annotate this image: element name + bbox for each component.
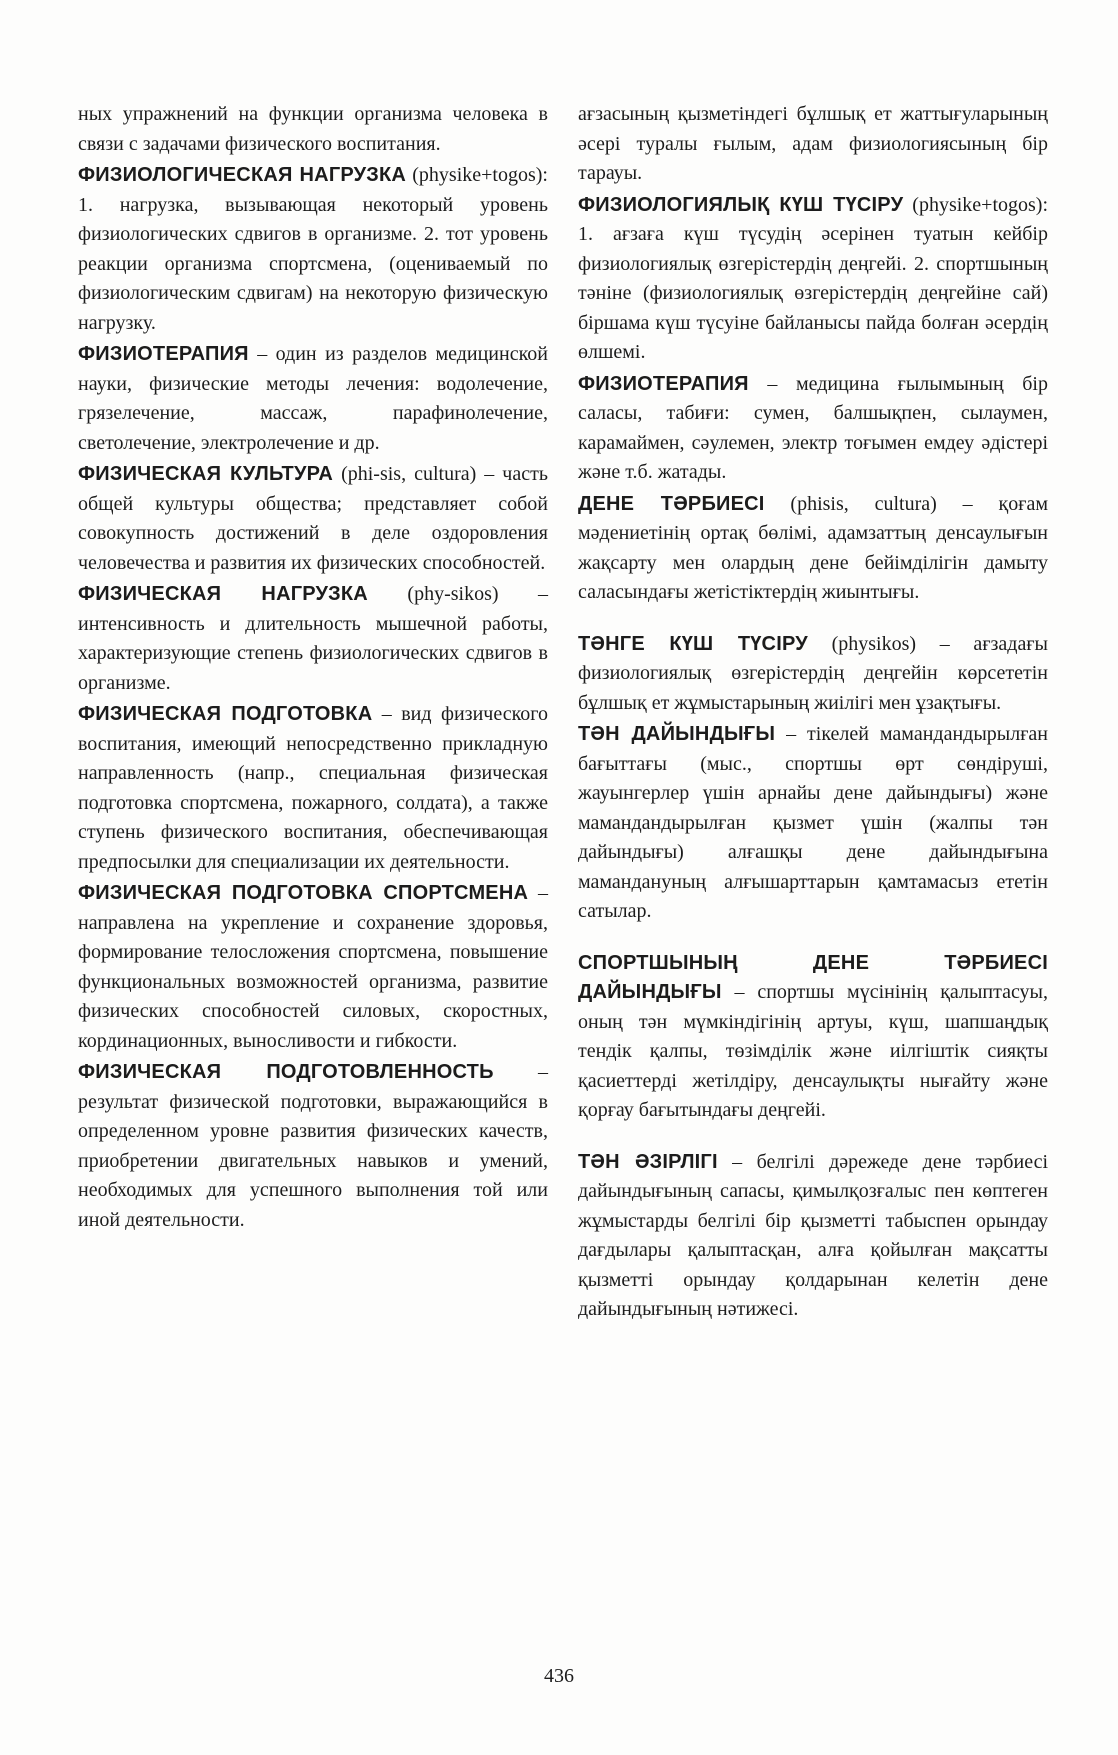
entry-term: ФИЗИЧЕСКАЯ ПОДГОТОВКА bbox=[78, 703, 373, 725]
entry-body: – вид физического воспитания, имеющий непосредственно прикладную направленность (напр., специальная физическая подготовка спортсмена, пожарного, солдата), а также ступень физического воспитания, обеспечивающая предпосылки для специализации их деятельности. bbox=[78, 703, 548, 873]
entry-body: – белгілі дәрежеде дене тәрбиесі дайындығының сапасы, қимылқозғалыс пен көптеген жұмыстарды белгілі бір қызметті табыспен орындау дағдылары қалыптасқан, алға қойылған мақсатты қызметті орындау қолдарынан келетін дене дайындығының нәтижесі. bbox=[578, 1150, 1048, 1320]
entry-body: (physike+togos): 1. нагрузка, вызывающая некоторый уровень физиологических сдвигов в организме. 2. тот уровень реакции организма спортсмена, (оцениваемый по физиологическим сдвигам) на некоторую физическую нагрузку. bbox=[78, 164, 548, 334]
entry-term: ФИЗИОТЕРАПИЯ bbox=[78, 343, 249, 365]
entry-fiziologiyalyk-kush-tusiru bbox=[578, 191, 1048, 368]
entry-term: ФИЗИЧЕСКАЯ НАГРУЗКА bbox=[78, 583, 368, 605]
entry-body: (physike+togos): 1. ағзаға күш түсудің әсерінен туатын кейбір физиологиялық өзгерістердің деңгейі. 2. спортшының тәніне (физиологиялық өзгерістердің деңгейіне сай) біршама күш түсуіне байланысы пайда болған әсердің өлшемі. bbox=[578, 193, 1049, 363]
entry-body: – результат физической подготовки, выражающийся в определенном уровне развития физических качеств, приобретении двигательных навыков и умений, необходимых для успешного выполнения той или иной деятельности. bbox=[78, 1061, 548, 1231]
entry-term: ТӘНГЕ КҮШ ТҮСІРУ bbox=[578, 632, 808, 655]
entry-body: – один из разделов медицинской науки, физические методы лечения: водолечение, грязелечение, массаж, парафинолечение, светолечение, электролечение и др. bbox=[78, 343, 548, 454]
entry-body: – тікелей мамандандырылған бағыттағы (мыс., спортшы өрт сөндіруші, жауынгерлер үшін арнайы дене дайындығы) және мамандандырылған қызмет үшін (жалпы тән дайындығы) алғашқы дене дайындығына мамандануның алғышарттарын қамтамасыз ететін сатылар. bbox=[578, 723, 1048, 922]
entry-body: ных упражнений на функции организма человека в связи с задачами физического воспитания. bbox=[78, 103, 548, 155]
entry-sportshynyn-dene-tarbiesi-dayyndygy bbox=[578, 949, 1048, 1126]
entry-continuation bbox=[578, 100, 1048, 189]
entry-fiziologicheskaya-nagruzka bbox=[78, 161, 548, 338]
entry-term: ФИЗИОЛОГИЧЕСКАЯ НАГРУЗКА bbox=[78, 164, 407, 186]
entry-fizioterapiya-kz bbox=[578, 370, 1048, 488]
entry-tan-azirligi bbox=[578, 1148, 1048, 1325]
entry-term: ТӘН ДАЙЫНДЫҒЫ bbox=[578, 723, 776, 745]
entry-term: ФИЗИЧЕСКАЯ ПОДГОТОВЛЕННОСТЬ bbox=[78, 1061, 494, 1083]
entry-term: ФИЗИЧЕСКАЯ КУЛЬТУРА bbox=[78, 463, 334, 485]
entry-fizicheskaya-podgotovlennost bbox=[78, 1058, 548, 1235]
entry-term: ФИЗИОЛОГИЯЛЫҚ КҮШ ТҮСІРУ bbox=[578, 193, 904, 216]
entry-term: ФИЗИЧЕСКАЯ ПОДГОТОВКА СПОРТСМЕНА bbox=[78, 882, 529, 904]
right-column bbox=[578, 100, 1048, 1327]
entry-tange-kush-tusiru bbox=[578, 630, 1048, 719]
entry-dene-tarbiesi bbox=[578, 490, 1048, 608]
entry-term: СПОРТШЫНЫҢ ДЕНЕ ТӘРБИЕСІ ДАЙЫНДЫҒЫ bbox=[578, 951, 1048, 1003]
entry-body: (phy-sikos) – интенсивность и длительность мышечной работы, характеризующие степень физиологических сдвигов в организме. bbox=[78, 583, 548, 694]
entry-fizicheskaya-podgotovka-sportsmena bbox=[78, 879, 548, 1056]
entry-body: (phisis, cultura) – қоғам мәдениетінің ортақ бөлімі, адамзаттың денсаулығын жақсарту мен олардың дене бейімділігін дамыту саласындағы жетістіктердің жиынтығы. bbox=[578, 492, 1048, 603]
entry-body: (physikos) – ағзадағы физиологиялық өзгерістердің деңгейін көрсететін бұлшық ет жұмыстарының жиілігі мен ұзақтығы. bbox=[578, 632, 1048, 714]
entry-fizicheskaya-nagruzka bbox=[78, 580, 548, 698]
entry-fizioterapiya bbox=[78, 340, 548, 458]
entry-fizicheskaya-podgotovka bbox=[78, 700, 548, 877]
entry-term: ДЕНЕ ТӘРБИЕСІ bbox=[578, 492, 765, 515]
page-number: 436 bbox=[544, 1665, 574, 1687]
entry-body: (phi-sis, cultura) – часть общей культуры общества; представляет собой совокупность достижений в деле оздоровления человечества и развития их физических способностей. bbox=[78, 463, 548, 574]
left-column bbox=[78, 100, 548, 1237]
entry-term: ФИЗИОТЕРАПИЯ bbox=[578, 372, 749, 395]
entry-body: ағзасының қызметіндегі бұлшық ет жаттығуларының әсері туралы ғылым, адам физиологиясының бір тарауы. bbox=[578, 103, 1048, 184]
entry-body: – спортшы мүсінінің қалыптасуы, оның тән мүмкіндігінің артуы, күш, шапшаңдық тендік қалпы, төзімділік және иілгіштік сияқты қасиеттерді жетілдіру, денсаулықты нығайту және қорғау бағытындағы деңгейі. bbox=[578, 981, 1048, 1121]
entry-fizicheskaya-kultura bbox=[78, 460, 548, 578]
entry-tan-dayyndygy bbox=[578, 720, 1048, 927]
entry-term: ТӘН ӘЗІРЛІГІ bbox=[578, 1150, 718, 1173]
entry-continuation bbox=[78, 100, 548, 159]
entry-body: – медицина ғылымының бір саласы, табиғи: сумен, балшықпен, сылаумен, карамаймен, сәулемен, электр тоғымен емдеу әдістері және т.б. жатады. bbox=[578, 372, 1048, 483]
entry-body: – направлена на укрепление и сохранение здоровья, формирование телосложения спортсмена, повышение функциональных возможностей организма, развитие физических способностей силовых, скоростных, кординационных, выносливости и гибкости. bbox=[78, 882, 548, 1052]
